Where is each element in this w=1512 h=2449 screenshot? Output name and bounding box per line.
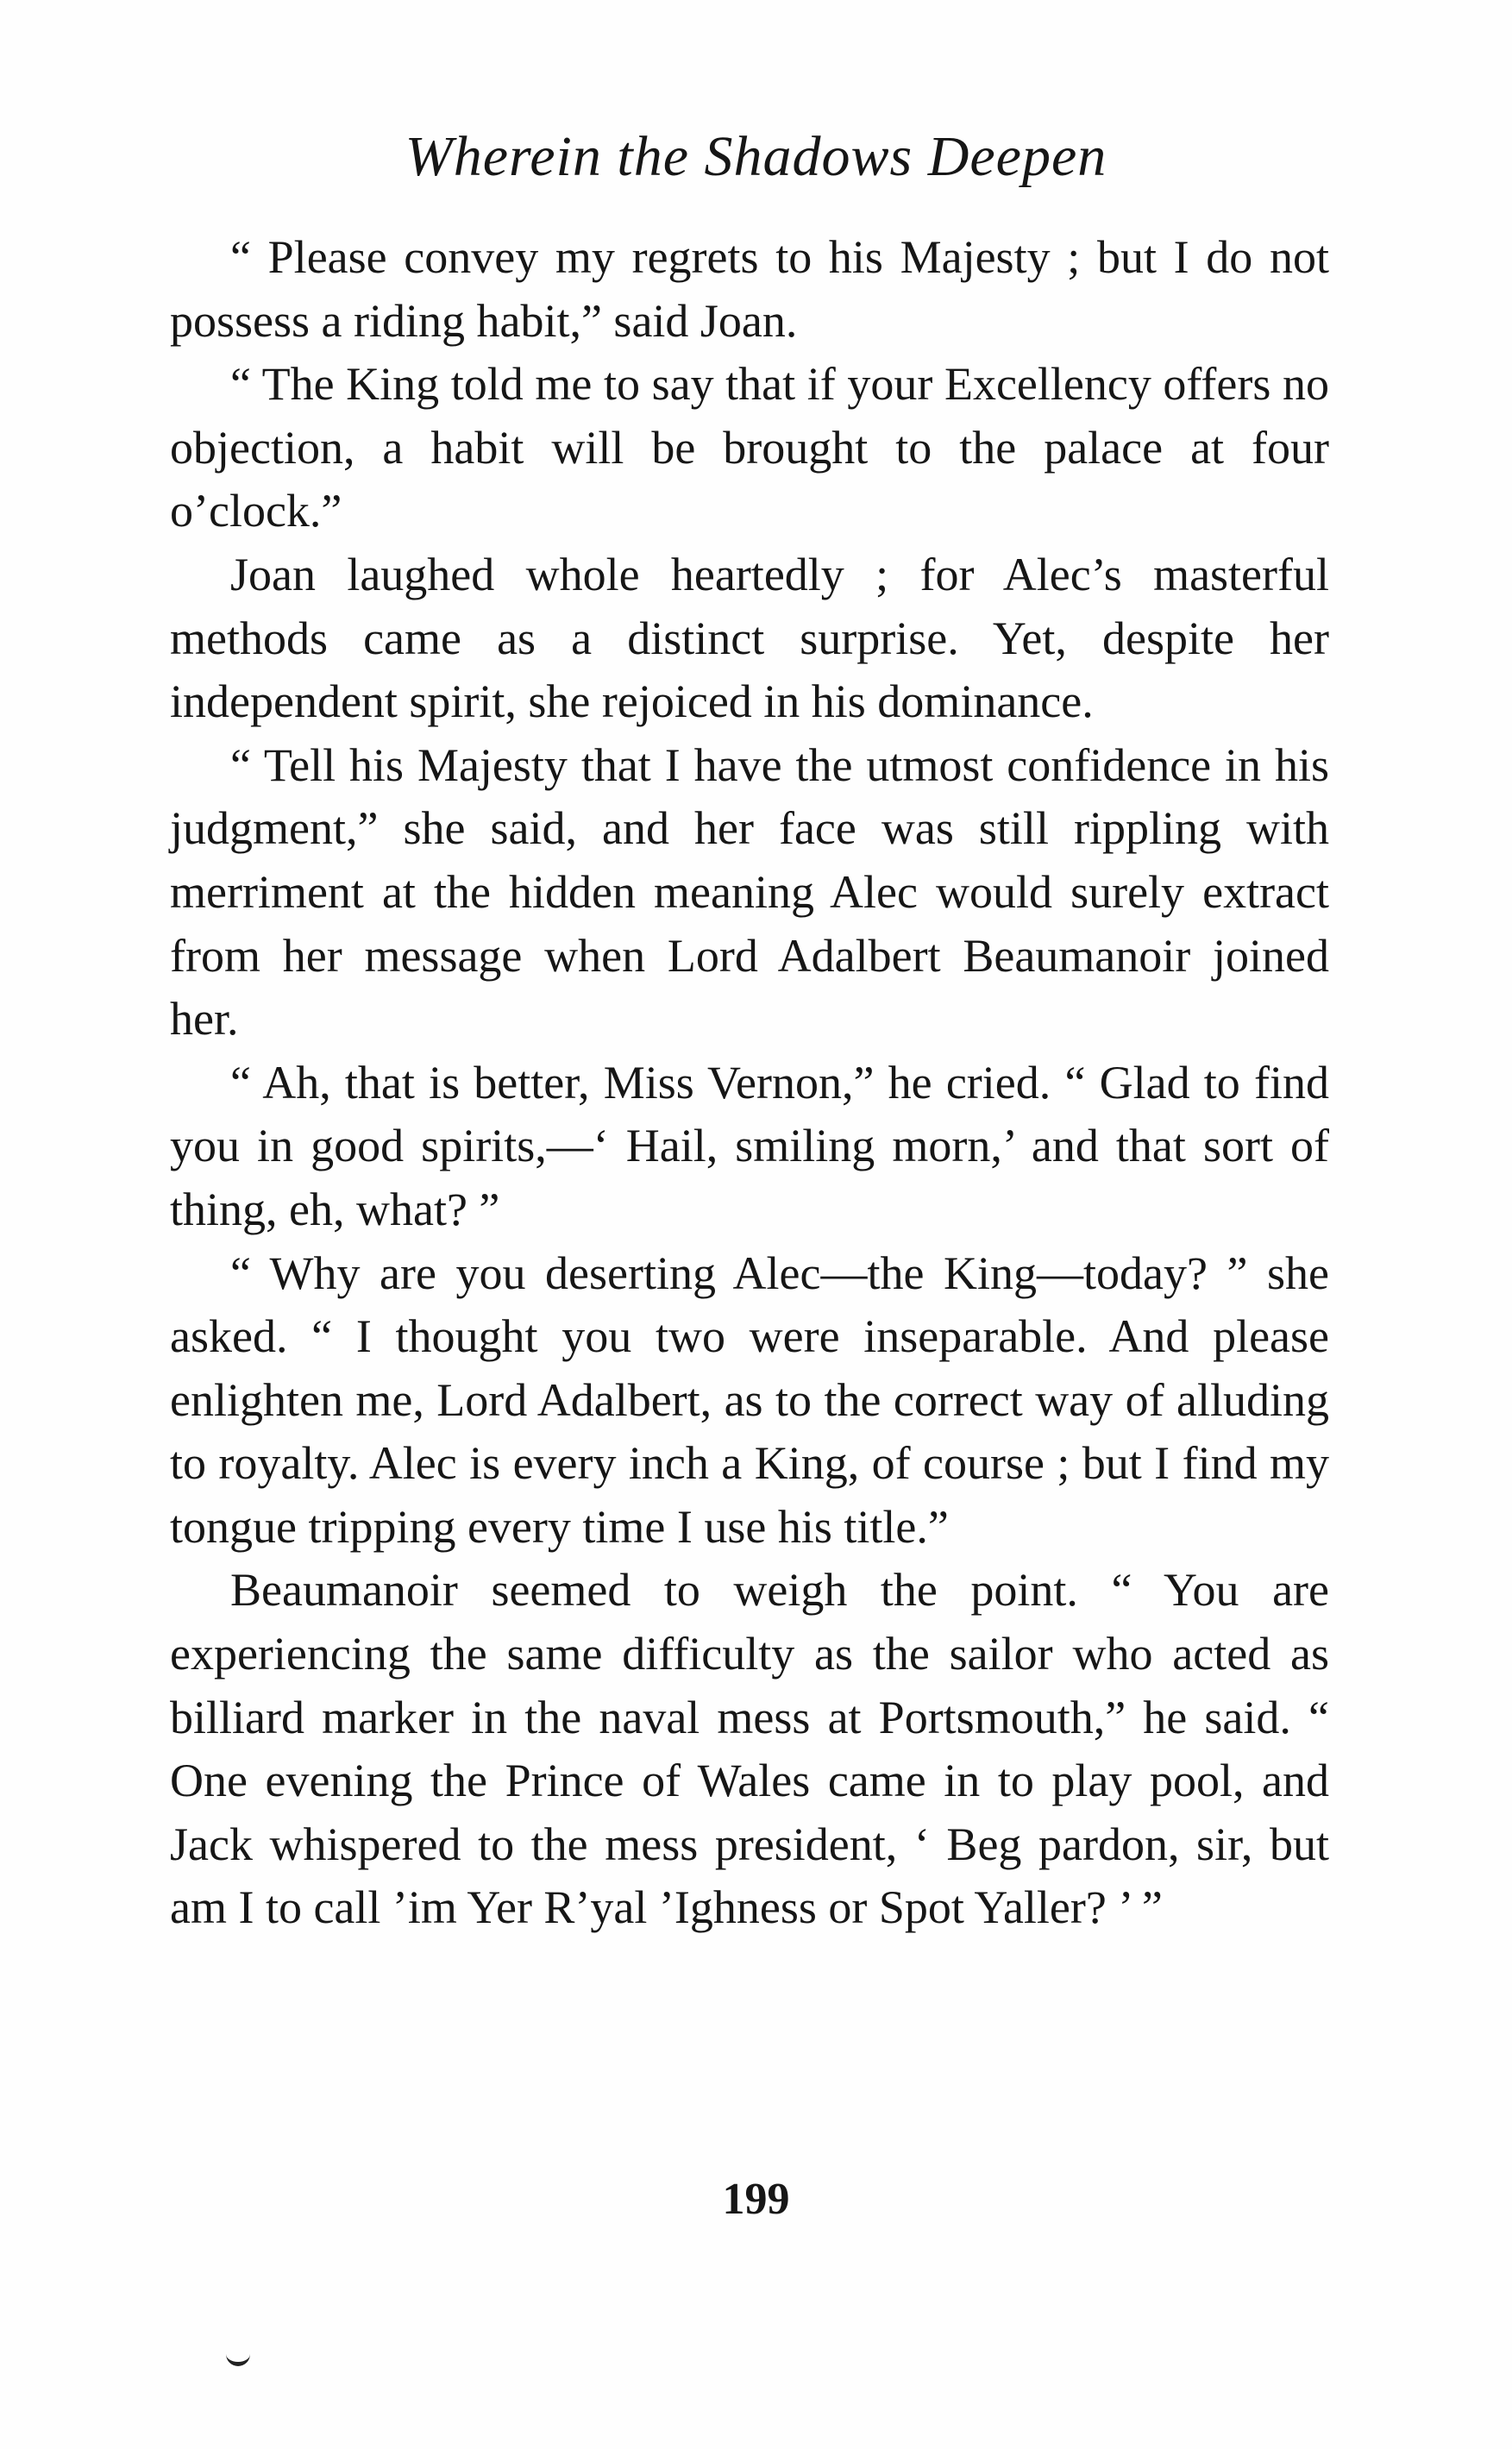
paragraph: “ Please convey my regrets to his Majesty ; but I do not possess a riding habit,” said Joan. [170, 231, 1329, 347]
body-text [170, 226, 1329, 1940]
paragraph: Joan laughed whole heartedly ; for Alec’s masterful methods came as a distinct surprise. Yet, despite her independent spirit, she rejoiced in his dominance. [170, 548, 1329, 728]
paragraph: “ Why are you deserting Alec—the King—today? ” she asked. “ I thought you two were inseparable. And please enlighten me, Lord Adalbert, as to the correct way of alluding to royalty. Alec is every inch a King, of course ; but I find my tongue tripping every time I use his title.” [170, 1246, 1329, 1553]
page-number: 199 [722, 2175, 790, 2224]
running-head: Wherein the Shadows Deepen [405, 125, 1107, 188]
ink-mark [226, 2350, 250, 2366]
paragraph: Beaumanoir seemed to weigh the point. “ You are experiencing the same difficulty as the sailor who acted as billiard marker in the naval mess at Portsmouth,” he said. “ One evening the Prince of Wales came in to play pool, and Jack whispered to the mess president, ‘ Beg pardon, sir, but am I to call ’im Yer R’yal ’Ighness or Spot Yaller? ’ ” [170, 1564, 1329, 1934]
paragraph: “ Tell his Majesty that I have the utmost confidence in his judgment,” she said, and her face was still rippling with merriment at the hidden meaning Alec would surely extract from her message when Lord Adalbert Beaumanoir joined her. [170, 738, 1329, 1046]
paragraph: “ The King told me to say that if your Excellency offers no objection, a habit will be brought to the palace at four o’clock.” [170, 358, 1329, 537]
paragraph: “ Ah, that is better, Miss Vernon,” he cried. “ Glad to find you in good spirits,—‘ Hail, smiling morn,’ and that sort of thing, eh, what? ” [170, 1056, 1329, 1235]
